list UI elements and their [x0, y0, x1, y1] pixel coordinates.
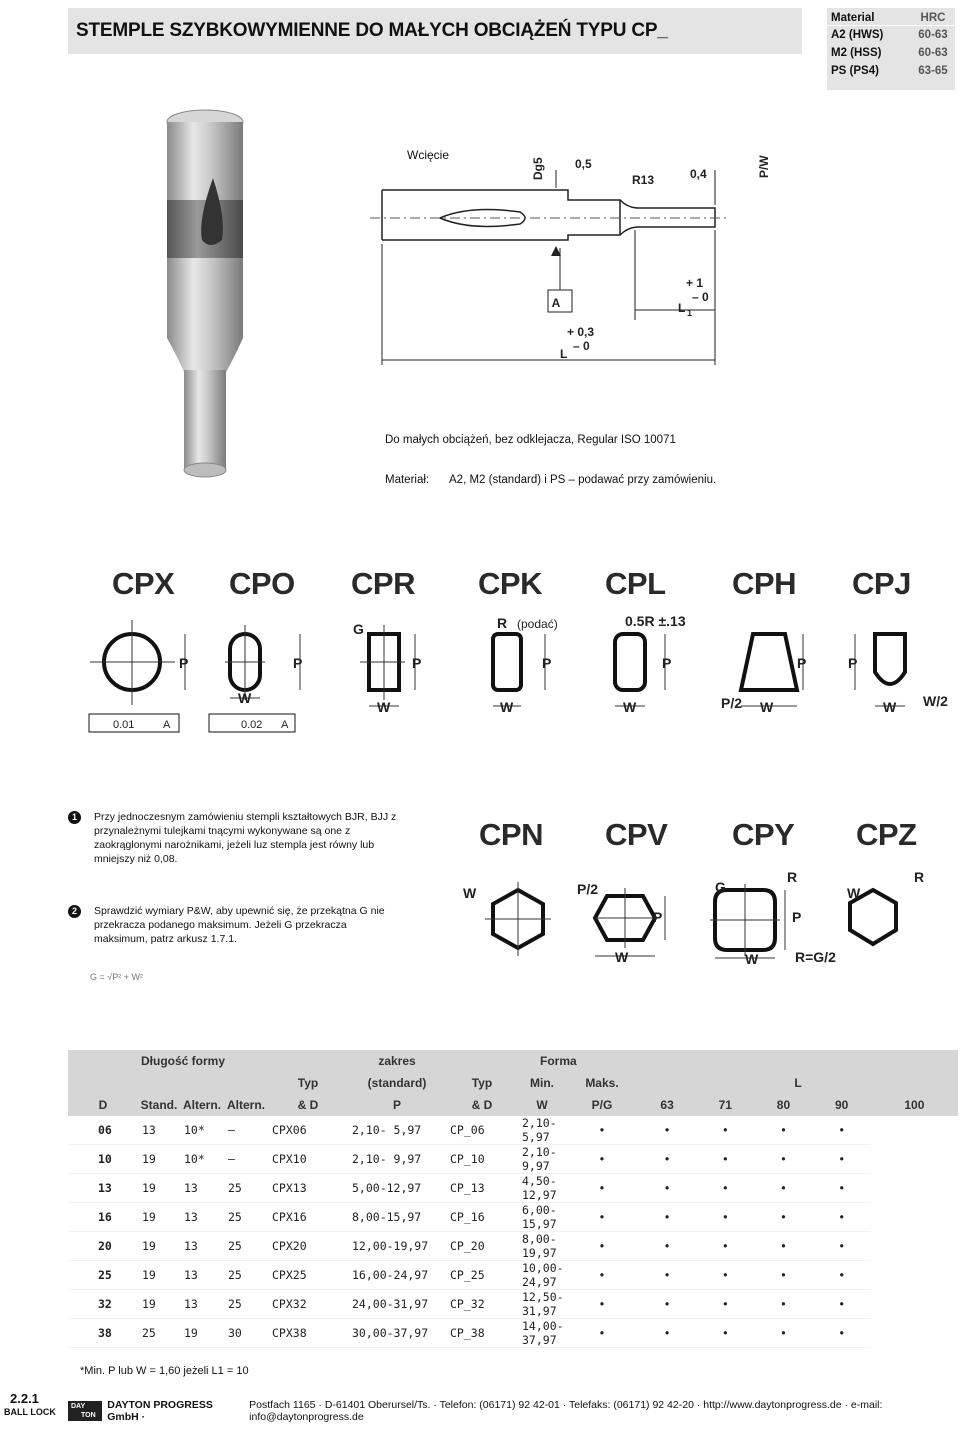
table-cell: 38	[68, 1319, 138, 1348]
cpy-p-label: P	[792, 909, 802, 925]
table-row	[68, 1232, 958, 1261]
availability-dot: •	[638, 1203, 696, 1232]
note-1-text: Przy jednoczesnym zamówieniu stempli kształtowych BJR, BJJ z przynależnymi tulejkami tnącymi wykonywane są one z zaokrąglonymi narożnikami, jeżeli luz stempla jest równy lub mniejszy niż 0,08.	[94, 811, 397, 865]
availability-dot: •	[566, 1116, 638, 1145]
cpk-w-label: W	[500, 699, 514, 715]
cpr-g-label: G	[353, 621, 364, 637]
table-header-row-1	[68, 1050, 958, 1072]
table-cell: 25	[138, 1319, 180, 1348]
table-cell: CPX10	[268, 1145, 348, 1174]
col-l-90: 90	[813, 1094, 871, 1116]
dim-04: 0,4	[690, 167, 707, 181]
punch-illustration	[150, 100, 260, 500]
table-cell: 32	[68, 1290, 138, 1319]
availability-dot: •	[638, 1319, 696, 1348]
table-cell: 13	[180, 1290, 224, 1319]
note-2	[68, 904, 398, 946]
section-name: BALL LOCK	[4, 1407, 56, 1417]
header-typ-1: Typ	[268, 1072, 348, 1094]
shape-title-cpz: CPZ	[856, 817, 917, 852]
table-cell: 8,00-15,97	[348, 1203, 446, 1232]
shape-title-cpo: CPO	[229, 566, 295, 601]
table-cell: 25	[68, 1261, 138, 1290]
table-cell: 13	[180, 1203, 224, 1232]
table-cell: 16	[68, 1203, 138, 1232]
table-cell: 2,10- 9,97	[348, 1145, 446, 1174]
availability-dot: •	[813, 1174, 871, 1203]
table-cell: –	[224, 1116, 268, 1145]
cpl-w-label: W	[623, 699, 637, 715]
col-typ-d-1: & D	[268, 1094, 348, 1116]
diagonal-formula: G = √P² + W²	[90, 972, 143, 982]
cpk-podac-label: (podać)	[517, 617, 558, 631]
table-cell: 19	[138, 1232, 180, 1261]
table-cell: CPX06	[268, 1116, 348, 1145]
cpo-w-label: W	[238, 690, 252, 706]
table-cell: 19	[138, 1174, 180, 1203]
cph-w-label: W	[760, 699, 774, 715]
cpk-p-label: P	[542, 655, 552, 671]
availability-dot: •	[754, 1319, 812, 1348]
shape-title-cpr: CPR	[351, 566, 415, 601]
table-header-row-3	[68, 1094, 958, 1116]
cpy-w-label: W	[745, 951, 759, 967]
availability-dot: •	[754, 1203, 812, 1232]
material-header: Material	[831, 11, 875, 24]
table-cell: CPX32	[268, 1290, 348, 1319]
col-l-100: 100	[871, 1094, 958, 1116]
table-cell: 16,00-24,97	[348, 1261, 446, 1290]
availability-dot: •	[638, 1261, 696, 1290]
table-cell: 13	[180, 1232, 224, 1261]
table-cell: 14,00-37,97	[518, 1319, 566, 1348]
table-cell: CP_25	[446, 1261, 518, 1290]
availability-dot: •	[566, 1319, 638, 1348]
tol-minus0: – 0	[692, 290, 709, 304]
cpo-tolerance-value: 0.02	[241, 719, 263, 731]
availability-dot: •	[813, 1232, 871, 1261]
table-cell: 06	[68, 1116, 138, 1145]
table-row	[68, 1319, 958, 1348]
table-cell: CP_10	[446, 1145, 518, 1174]
availability-dot: •	[813, 1145, 871, 1174]
availability-dot: •	[813, 1319, 871, 1348]
hrc-a2: 60-63	[918, 29, 948, 41]
availability-dot: •	[754, 1232, 812, 1261]
availability-dot: •	[754, 1290, 812, 1319]
table-header-row-2	[68, 1072, 958, 1094]
table-cell: 19	[138, 1290, 180, 1319]
availability-dot: •	[638, 1174, 696, 1203]
dim-dg5: Dg5	[531, 157, 545, 180]
availability-dot: •	[566, 1145, 638, 1174]
table-cell: 19	[180, 1319, 224, 1348]
cpx-tolerance-value: 0.01	[113, 719, 135, 731]
table-cell: CPX13	[268, 1174, 348, 1203]
header-l: L	[638, 1072, 958, 1094]
note-2-text: Sprawdzić wymiary P&W, aby upewnić się, że przekątna G nie przekracza podanego maksimum. Jeżeli G przekracza maksimum, patrz arkusz 1.7.1.	[94, 905, 385, 945]
availability-dot: •	[696, 1203, 754, 1232]
material-a2: A2 (HWS)	[831, 29, 884, 41]
col-d: D	[68, 1094, 138, 1116]
table-cell: 20	[68, 1232, 138, 1261]
note-1-badge: 1	[68, 811, 81, 824]
cpj-p-label: P	[848, 655, 858, 671]
table-cell: CP_20	[446, 1232, 518, 1261]
table-cell: 24,00-31,97	[348, 1290, 446, 1319]
page-title: STEMPLE SZYBKOWYMIENNE DO MAŁYCH OBCIĄŻEŃ TYPU CP_	[68, 8, 802, 54]
material-hrc-table	[827, 8, 955, 90]
col-w: W	[518, 1094, 566, 1116]
page-number: 2.2.1	[10, 1391, 39, 1406]
cpz-w-label: W	[847, 885, 861, 901]
shape-title-cpn: CPN	[479, 817, 543, 852]
header-dlugosc: Długość formy	[68, 1050, 268, 1072]
table-cell: 12,50-31,97	[518, 1290, 566, 1319]
col-l-71: 71	[696, 1094, 754, 1116]
table-cell: 10,00-24,97	[518, 1261, 566, 1290]
table-cell: 25	[224, 1203, 268, 1232]
availability-dot: •	[813, 1116, 871, 1145]
col-altern-2: Altern.	[224, 1094, 268, 1116]
cpj-w-label: W	[883, 699, 897, 715]
cpx-p-label: P	[179, 655, 189, 671]
company-address: Postfach 1165 · D-61401 Oberursel/Ts. · Telefon: (06171) 92 42-01 · Telefaks: (06171) 92 42-20 · http://www.daytonprogress.de · e-mail: info@daytonprogress.de	[249, 1399, 883, 1423]
table-cell: 2,10- 5,97	[518, 1116, 566, 1145]
table-cell: CP_06	[446, 1116, 518, 1145]
datum-a-label: A	[551, 296, 561, 310]
availability-dot: •	[813, 1290, 871, 1319]
availability-dot: •	[566, 1174, 638, 1203]
table-cell: 4,50-12,97	[518, 1174, 566, 1203]
table-cell: CPX20	[268, 1232, 348, 1261]
cph-p2-label: P/2	[721, 695, 743, 711]
table-cell: 30,00-37,97	[348, 1319, 446, 1348]
cpk-r-label: R	[497, 615, 508, 631]
availability-dot: •	[813, 1261, 871, 1290]
dim-l: L	[560, 347, 568, 361]
availability-dot: •	[696, 1174, 754, 1203]
availability-dot: •	[566, 1232, 638, 1261]
availability-dot: •	[638, 1232, 696, 1261]
cph-p-label: P	[797, 655, 807, 671]
table-cell: 13	[180, 1174, 224, 1203]
cpr-p-label: P	[412, 655, 422, 671]
table-cell: 13	[68, 1174, 138, 1203]
availability-dot: •	[696, 1261, 754, 1290]
table-cell: 10*	[180, 1145, 224, 1174]
dim-r13: R13	[632, 173, 655, 187]
cpv-p2-label: P/2	[577, 881, 599, 897]
header-zakres: zakres	[348, 1050, 446, 1072]
notch-label: Wcięcie	[407, 148, 450, 162]
table-cell: 25	[224, 1261, 268, 1290]
availability-dot: •	[638, 1145, 696, 1174]
availability-dot: •	[696, 1145, 754, 1174]
table-row	[68, 1116, 958, 1145]
cpx-tolerance-ref: A	[163, 719, 171, 731]
table-cell: CP_32	[446, 1290, 518, 1319]
cpv-w-label: W	[615, 949, 629, 965]
col-l-63: 63	[638, 1094, 696, 1116]
header-min: Min.	[518, 1072, 566, 1094]
dim-l1: L	[678, 301, 686, 315]
note-2-badge: 2	[68, 905, 81, 918]
page-number-block	[4, 1392, 56, 1418]
shape-title-cpv: CPV	[605, 817, 668, 852]
col-altern-1: Altern.	[180, 1094, 224, 1116]
dim-pw: P/W	[757, 155, 771, 178]
material-m2: M2 (HSS)	[831, 47, 882, 59]
table-cell: CPX16	[268, 1203, 348, 1232]
logo-bottom: TON	[81, 1412, 96, 1419]
material-label: Materiał:	[385, 474, 430, 486]
hrc-m2: 60-63	[918, 47, 948, 59]
hrc-ps: 63-65	[918, 65, 948, 77]
header-forma: Forma	[518, 1050, 638, 1072]
dim-l1-sub: 1	[687, 308, 693, 318]
shape-title-cpk: CPK	[478, 566, 542, 601]
table-cell: 2,10- 5,97	[348, 1116, 446, 1145]
table-cell: CPX25	[268, 1261, 348, 1290]
availability-dot: •	[696, 1116, 754, 1145]
cpy-rg2-label: R=G/2	[795, 949, 836, 965]
cpl-p-label: P	[662, 655, 672, 671]
availability-dot: •	[813, 1203, 871, 1232]
cpl-tol-label: 0.5R ±.13	[625, 613, 686, 629]
shape-diagrams-row2	[455, 858, 955, 978]
cpo-tolerance-ref: A	[281, 719, 289, 731]
shape-title-cpj: CPJ	[852, 566, 911, 601]
shape-title-cpx: CPX	[112, 566, 175, 601]
availability-dot: •	[566, 1203, 638, 1232]
availability-dot: •	[566, 1290, 638, 1319]
logo-top: DAY	[71, 1403, 86, 1410]
cpo-p-label: P	[293, 655, 303, 671]
table-cell: 12,00-19,97	[348, 1232, 446, 1261]
availability-dot: •	[754, 1145, 812, 1174]
description-line: Do małych obciążeń, bez odklejacza, Regular ISO 10071	[385, 434, 676, 446]
cpv-p-label: P	[653, 909, 663, 925]
table-cell: 25	[224, 1232, 268, 1261]
availability-dot: •	[638, 1116, 696, 1145]
cpy-r-label: R	[787, 869, 798, 885]
header-maks: Maks.	[566, 1072, 638, 1094]
availability-dot: •	[696, 1319, 754, 1348]
note-1	[68, 810, 398, 866]
availability-dot: •	[696, 1290, 754, 1319]
tol-plus1: + 1	[686, 276, 704, 290]
table-row	[68, 1203, 958, 1232]
shape-title-cph: CPH	[732, 566, 796, 601]
hrc-header: HRC	[920, 11, 946, 24]
table-cell: CP_16	[446, 1203, 518, 1232]
footer	[68, 1400, 956, 1422]
table-cell: 25	[224, 1174, 268, 1203]
table-cell: 2,10- 9,97	[518, 1145, 566, 1174]
availability-dot: •	[754, 1116, 812, 1145]
punch-dimension-drawing	[370, 140, 780, 370]
table-row	[68, 1261, 958, 1290]
material-ps: PS (PS4)	[831, 65, 879, 77]
table-cell: 13	[180, 1261, 224, 1290]
table-cell: CPX38	[268, 1319, 348, 1348]
table-row	[68, 1145, 958, 1174]
table-cell: 30	[224, 1319, 268, 1348]
col-l-80: 80	[754, 1094, 812, 1116]
table-cell: 19	[138, 1145, 180, 1174]
availability-dot: •	[566, 1261, 638, 1290]
availability-dot: •	[754, 1174, 812, 1203]
table-cell: 8,00-19,97	[518, 1232, 566, 1261]
table-cell: 19	[138, 1203, 180, 1232]
header-standard: (standard)	[348, 1072, 446, 1094]
table-cell: 5,00-12,97	[348, 1174, 446, 1203]
col-typ-d-2: & D	[446, 1094, 518, 1116]
company-name: DAYTON PROGRESS GmbH ·	[107, 1399, 213, 1423]
col-stand: Stand.	[138, 1094, 180, 1116]
availability-dot: •	[638, 1290, 696, 1319]
availability-dot: •	[754, 1261, 812, 1290]
footnote: *Min. P lub W = 1,60 jeżeli L1 = 10	[80, 1365, 249, 1377]
table-cell: –	[224, 1145, 268, 1174]
table-cell: CP_13	[446, 1174, 518, 1203]
tol-plus03: + 0,3	[567, 325, 595, 339]
table-cell: 19	[138, 1261, 180, 1290]
cpn-w-label: W	[463, 885, 477, 901]
shape-title-cpl: CPL	[605, 566, 666, 601]
dayton-logo	[68, 1401, 102, 1421]
tol-minus0b: – 0	[573, 339, 590, 353]
shape-title-cpy: CPY	[732, 817, 795, 852]
col-p: P	[348, 1094, 446, 1116]
cpj-w2-label: W/2	[923, 693, 948, 709]
table-cell: 10	[68, 1145, 138, 1174]
table-cell: 13	[138, 1116, 180, 1145]
spec-table	[68, 1050, 958, 1348]
table-row	[68, 1290, 958, 1319]
dim-05: 0,5	[575, 157, 592, 171]
availability-dot: •	[696, 1232, 754, 1261]
cpr-w-label: W	[377, 699, 391, 715]
table-row	[68, 1174, 958, 1203]
header-typ-2: Typ	[446, 1072, 518, 1094]
table-cell: 10*	[180, 1116, 224, 1145]
table-cell: 25	[224, 1290, 268, 1319]
table-cell: CP_38	[446, 1319, 518, 1348]
shape-diagrams-row1	[85, 610, 955, 740]
cpz-r-label: R	[914, 869, 925, 885]
material-value: A2, M2 (standard) i PS – podawać przy zamówieniu.	[449, 474, 717, 486]
cpy-g-label: G	[715, 879, 726, 895]
col-pg: P/G	[566, 1094, 638, 1116]
table-cell: 6,00-15,97	[518, 1203, 566, 1232]
